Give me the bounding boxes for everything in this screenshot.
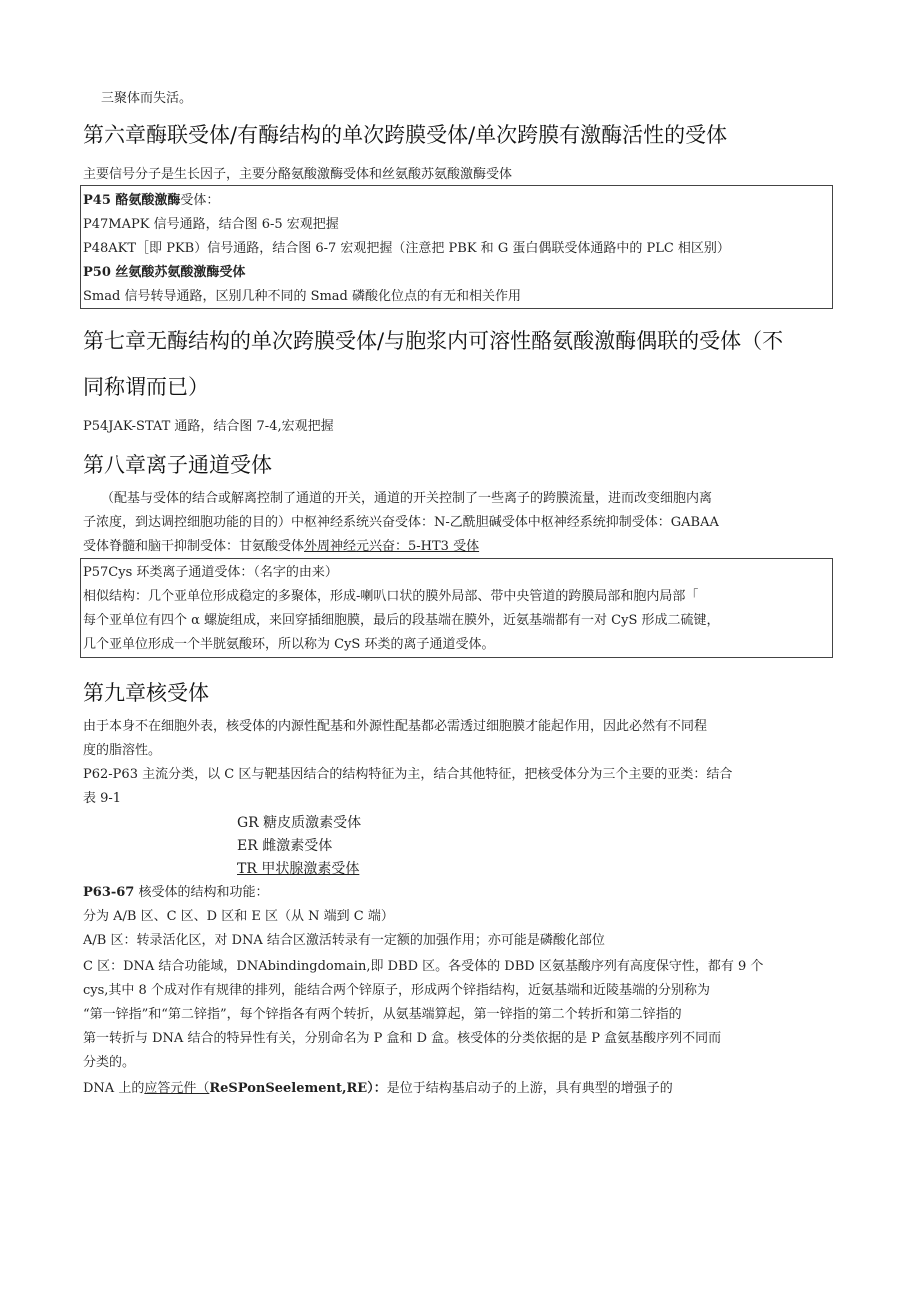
text-line: 第一转折与 DNA 结合的特异性有关，分别命名为 P 盒和 D 盒。核受体的分类依据的是 P 盒氨基酸序列不同而 xyxy=(83,1031,722,1046)
text-line: A/B 区：转录活化区，对 DNA 结合区激活转录有一定额的加强作用；亦可能是磷酸化部位 xyxy=(83,933,605,948)
chapter-7-heading: 第七章无酶结构的单次跨膜受体/与胞浆内可溶性酪氨酸激酶偶联的受体（不 xyxy=(83,329,784,353)
text-line: P50 丝氨酸苏氨酸激酶受体 xyxy=(83,265,246,280)
list-item: ER 雌激素受体 xyxy=(237,838,333,854)
text-underlined: 应答元件（ xyxy=(144,1081,210,1096)
text-line: C 区：DNA 结合功能域，DNAbindingdomain,即 DBD 区。各受体的 DBD 区氨基酸序列有高度保守性，都有 9 个 xyxy=(83,959,764,974)
text-line: 由于本身不在细胞外表，核受体的内源性配基和外源性配基都必需透过细胞膜才能起作用，因此必然有不同程 xyxy=(83,719,708,734)
text-span: 受体： xyxy=(180,193,220,208)
text-line: 子浓度，到达调控细胞功能的目的）中枢神经系统兴奋受体：N-乙酰胆碱受体中枢神经系统抑制受体：GABAA xyxy=(83,515,719,530)
list-item: GR 糖皮质激素受体 xyxy=(237,815,362,831)
text-line: 主要信号分子是生长因子，主要分酪氨酸激酶受体和丝氨酸苏氨酸激酶受体 xyxy=(83,167,513,182)
text-line: P57Cys 环类离子通道受体：（名字的由来） xyxy=(83,565,338,580)
text-line: 分为 A/B 区、C 区、D 区和 E 区（从 N 端到 C 端） xyxy=(83,909,394,924)
text-line xyxy=(83,536,479,558)
text-line: 相似结构：几个亚单位形成稳定的多聚体，形成-喇叭口状的膜外局部、带中央管道的跨膜局部和胞内局部「 xyxy=(83,589,699,604)
text-underlined: 外周神经元兴奋：5-HT3 受体 xyxy=(304,539,480,554)
text-line: 三聚体而失活。 xyxy=(101,91,193,106)
text-line: 表 9-1 xyxy=(83,791,122,806)
chapter-6-heading: 第六章酶联受体/有酶结构的单次跨膜受体/单次跨膜有激酶活性的受体 xyxy=(83,123,728,147)
text-line: 每个亚单位有四个 α 螺旋组成，来回穿插细胞膜，最后的段基端在膜外，近氨基端都有一对 CyS 形成二硫键， xyxy=(83,613,720,628)
text-line: 度的脂溶性。 xyxy=(83,743,162,758)
chapter-7-heading-cont: 同称谓而已） xyxy=(83,375,209,399)
text-line: cys,其中 8 个成对作有规律的排列，能结合两个锌原子，形成两个锌指结构，近氨基端和近陵基端的分别称为 xyxy=(83,983,710,998)
text-line: （配基与受体的结合或解离控制了通道的开关，通道的开关控制了一些离子的跨膜流量，进而改变细胞内离 xyxy=(101,491,713,506)
text-span: 受体脊髓和脑干抑制受体：甘氨酸受体 xyxy=(83,539,305,554)
text-line xyxy=(83,1078,673,1100)
text-line: P54JAK-STAT 通路，结合图 7-4,宏观把握 xyxy=(83,419,334,434)
text-line: P48AKT［即 PKB）信号通路，结合图 6-7 宏观把握（注意把 PBK 和 G 蛋白偶联受体通路中的 PLC 相区别） xyxy=(83,241,730,256)
text-span: 核受体的结构和功能： xyxy=(134,885,269,900)
text-line xyxy=(83,190,219,212)
text-bold: ReSPonSeelement,RE）： xyxy=(209,1081,387,1096)
text-bold: P63-67 xyxy=(83,885,135,900)
text-line: P47MAPK 信号通路，结合图 6-5 宏观把握 xyxy=(83,217,339,232)
chapter-8-heading: 第八章离子通道受体 xyxy=(83,453,272,477)
text-line: P62-P63 主流分类，以 C 区与靶基因结合的结构特征为主，结合其他特征，把核受体分为三个主要的亚类：结合 xyxy=(83,767,733,782)
text-line: 分类的。 xyxy=(83,1055,136,1070)
text-span: DNA 上的 xyxy=(83,1081,145,1096)
text-line: “第一锌指”和“第二锌指”，每个锌指各有两个转折，从氨基端算起，第一锌指的第二个转折和第二锌指的 xyxy=(83,1007,682,1022)
text-bold: P45 酪氨酸激酶 xyxy=(83,193,181,208)
list-item: TR 甲状腺激素受体 xyxy=(237,861,360,877)
text-line xyxy=(83,882,269,904)
text-line: Smad 信号转导通路，区别几种不同的 Smad 磷酸化位点的有无和相关作用 xyxy=(83,289,522,304)
chapter-9-heading: 第九章核受体 xyxy=(83,681,209,705)
text-span: 是位于结构基启动子的上游，具有典型的增强子的 xyxy=(386,1081,673,1096)
text-line: 几个亚单位形成一个半胱氨酸环，所以称为 CyS 环类的离子通道受体。 xyxy=(83,637,495,652)
